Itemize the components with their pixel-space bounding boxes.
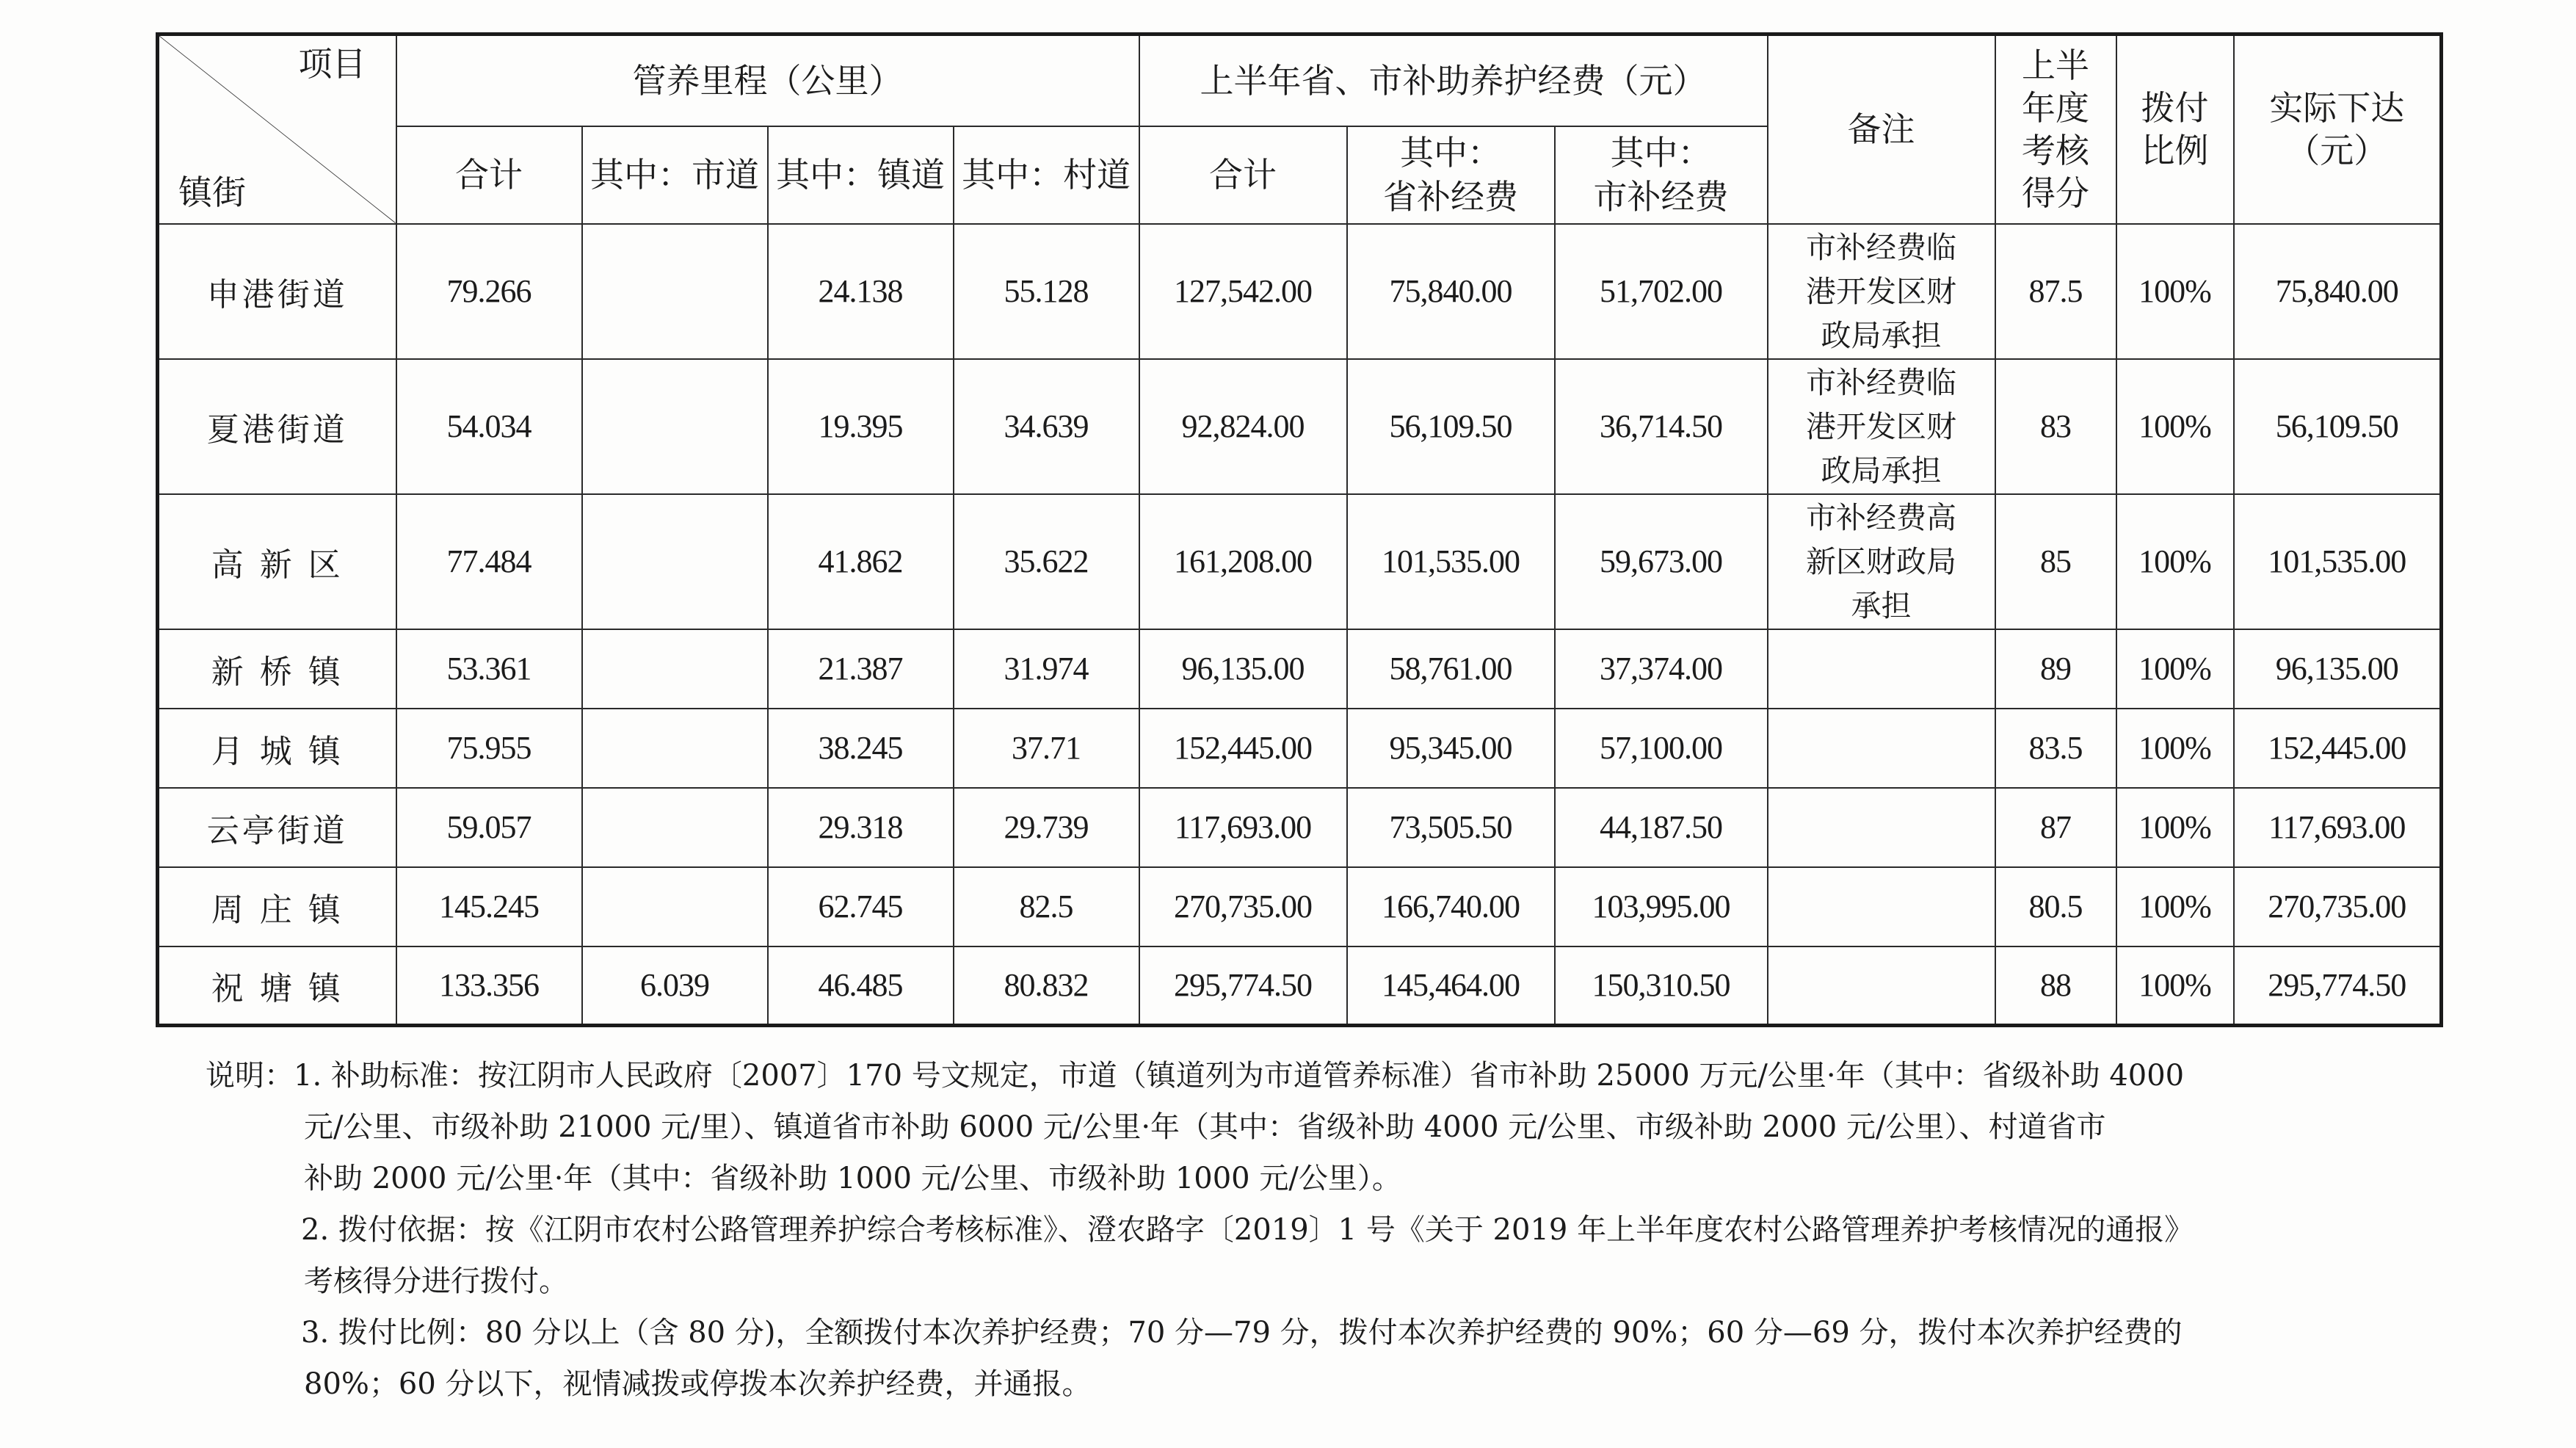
funds-total-cell: 295,774.50: [1139, 946, 1347, 1026]
score-cell: 83: [1995, 359, 2116, 494]
ratio-cell: 100%: [2116, 224, 2234, 359]
score-cell: 83.5: [1995, 709, 2116, 788]
funds-total-cell: 96,135.00: [1139, 629, 1347, 709]
funds-provincial-cell: 101,535.00: [1347, 494, 1555, 629]
table-row: [158, 494, 2442, 629]
funds-total-cell: 152,445.00: [1139, 709, 1347, 788]
mileage-city-cell: 6.039: [582, 946, 768, 1026]
mileage-city-cell: [582, 359, 768, 494]
remark-cell: 市补经费临 港开发区财 政局承担: [1768, 359, 1995, 494]
actual-cell: 75,840.00: [2234, 224, 2442, 359]
town-cell: 云亭街道: [158, 788, 396, 867]
ratio-cell: 100%: [2116, 629, 2234, 709]
mileage-village-cell: 37.71: [954, 709, 1139, 788]
funds-city-cell: 150,310.50: [1555, 946, 1768, 1026]
table-row: [158, 709, 2442, 788]
actual-cell: 295,774.50: [2234, 946, 2442, 1026]
funds-provincial-cell: 73,505.50: [1347, 788, 1555, 867]
mileage-city-cell: [582, 494, 768, 629]
mileage-town-cell: 19.395: [768, 359, 954, 494]
score-cell: 80.5: [1995, 867, 2116, 946]
mileage-village-cell: 29.739: [954, 788, 1139, 867]
subheader-funds-provincial: 其中： 省补经费: [1347, 126, 1555, 224]
group-header-mileage: 管养里程（公里）: [396, 35, 1139, 126]
ratio-cell: 100%: [2116, 494, 2234, 629]
mileage-total-cell: 59.057: [396, 788, 582, 867]
mileage-total-cell: 53.361: [396, 629, 582, 709]
mileage-village-cell: 55.128: [954, 224, 1139, 359]
actual-cell: 270,735.00: [2234, 867, 2442, 946]
subheader-funds-total: 合计: [1139, 126, 1347, 224]
subheader-mileage-city: 其中：市道: [582, 126, 768, 224]
town-cell: 高 新 区: [158, 494, 396, 629]
corner-label-town: 镇街: [178, 172, 246, 212]
note-line: 考核得分进行拨付。: [304, 1264, 568, 1298]
mileage-village-cell: 34.639: [954, 359, 1139, 494]
mileage-total-cell: 145.245: [396, 867, 582, 946]
funds-total-cell: 127,542.00: [1139, 224, 1347, 359]
mileage-city-cell: [582, 867, 768, 946]
note-line: 2. 拨付依据：按《江阴市农村公路管理养护综合考核标准》、澄农路字〔2019〕1 号《关于 2019 年上半年度农村公路管理养护考核情况的通报》: [301, 1213, 2194, 1247]
score-cell: 87.5: [1995, 224, 2116, 359]
table-row: [158, 946, 2442, 1026]
mileage-total-cell: 133.356: [396, 946, 582, 1026]
remark-cell: [1768, 629, 1995, 709]
mileage-total-cell: 54.034: [396, 359, 582, 494]
header-score: 上半 年度 考核 得分: [1995, 35, 2116, 224]
note-line: 补助 2000 元/公里·年（其中：省级补助 1000 元/公里、市级补助 1000 元/公里）。: [304, 1162, 1401, 1195]
town-cell: 申港街道: [158, 224, 396, 359]
corner-header-cell: [158, 35, 396, 224]
score-cell: 89: [1995, 629, 2116, 709]
mileage-city-cell: [582, 709, 768, 788]
mileage-total-cell: 77.484: [396, 494, 582, 629]
funds-total-cell: 92,824.00: [1139, 359, 1347, 494]
funds-city-cell: 51,702.00: [1555, 224, 1768, 359]
town-cell: 月 城 镇: [158, 709, 396, 788]
ratio-cell: 100%: [2116, 946, 2234, 1026]
note-line: 80%；60 分以下，视情减拨或停拨本次养护经费，并通报。: [304, 1367, 1092, 1401]
funds-total-cell: 270,735.00: [1139, 867, 1347, 946]
remark-cell: [1768, 867, 1995, 946]
town-cell: 周 庄 镇: [158, 867, 396, 946]
funds-city-cell: 44,187.50: [1555, 788, 1768, 867]
notes-block: [206, 1050, 2481, 1410]
score-cell: 88: [1995, 946, 2116, 1026]
mileage-city-cell: [582, 788, 768, 867]
funds-provincial-cell: 166,740.00: [1347, 867, 1555, 946]
ratio-cell: 100%: [2116, 709, 2234, 788]
score-cell: 87: [1995, 788, 2116, 867]
table-row: [158, 224, 2442, 359]
actual-cell: 96,135.00: [2234, 629, 2442, 709]
funds-provincial-cell: 56,109.50: [1347, 359, 1555, 494]
funds-city-cell: 57,100.00: [1555, 709, 1768, 788]
remark-cell: [1768, 788, 1995, 867]
score-cell: 85: [1995, 494, 2116, 629]
ratio-cell: 100%: [2116, 359, 2234, 494]
note-line: 元/公里、市级补助 21000 元/里）、镇道省市补助 6000 元/公里·年（其中：省级补助 4000 元/公里、市级补助 2000 元/公里）、村道省市: [304, 1110, 2106, 1144]
note-line: 说明：1. 补助标准：按江阴市人民政府〔2007〕170 号文规定，市道（镇道列为市道管养标准）省市补助 25000 万元/公里·年（其中：省级补助 4000: [206, 1059, 2185, 1093]
group-header-funds: 上半年省、市补助养护经费（元）: [1139, 35, 1768, 126]
subheader-mileage-total: 合计: [396, 126, 582, 224]
funds-provincial-cell: 95,345.00: [1347, 709, 1555, 788]
mileage-town-cell: 29.318: [768, 788, 954, 867]
mileage-town-cell: 41.862: [768, 494, 954, 629]
remark-cell: 市补经费临 港开发区财 政局承担: [1768, 224, 1995, 359]
ratio-cell: 100%: [2116, 867, 2234, 946]
funds-total-cell: 117,693.00: [1139, 788, 1347, 867]
funds-provincial-cell: 58,761.00: [1347, 629, 1555, 709]
table-row: [158, 629, 2442, 709]
mileage-village-cell: 80.832: [954, 946, 1139, 1026]
funds-provincial-cell: 145,464.00: [1347, 946, 1555, 1026]
remark-cell: [1768, 709, 1995, 788]
mileage-village-cell: 35.622: [954, 494, 1139, 629]
actual-cell: 152,445.00: [2234, 709, 2442, 788]
mileage-total-cell: 79.266: [396, 224, 582, 359]
table-row: [158, 359, 2442, 494]
subheader-funds-city: 其中： 市补经费: [1555, 126, 1768, 224]
mileage-town-cell: 24.138: [768, 224, 954, 359]
remark-cell: 市补经费高 新区财政局 承担: [1768, 494, 1995, 629]
subsidy-table: [156, 32, 2443, 1027]
ratio-cell: 100%: [2116, 788, 2234, 867]
header-remark: 备注: [1768, 35, 1995, 224]
table-body: [158, 224, 2442, 1026]
actual-cell: 56,109.50: [2234, 359, 2442, 494]
header-ratio: 拨付 比例: [2116, 35, 2234, 224]
funds-total-cell: 161,208.00: [1139, 494, 1347, 629]
mileage-town-cell: 46.485: [768, 946, 954, 1026]
funds-city-cell: 37,374.00: [1555, 629, 1768, 709]
table-row: [158, 788, 2442, 867]
mileage-town-cell: 38.245: [768, 709, 954, 788]
mileage-village-cell: 82.5: [954, 867, 1139, 946]
funds-provincial-cell: 75,840.00: [1347, 224, 1555, 359]
table-row: [158, 867, 2442, 946]
note-line: 3. 拨付比例：80 分以上（含 80 分)，全额拨付本次养护经费；70 分—79 分，拨付本次养护经费的 90%；60 分—69 分，拨付本次养护经费的: [301, 1316, 2183, 1350]
subheader-mileage-town: 其中：镇道: [768, 126, 954, 224]
actual-cell: 117,693.00: [2234, 788, 2442, 867]
funds-city-cell: 103,995.00: [1555, 867, 1768, 946]
town-cell: 新 桥 镇: [158, 629, 396, 709]
funds-city-cell: 36,714.50: [1555, 359, 1768, 494]
remark-cell: [1768, 946, 1995, 1026]
mileage-city-cell: [582, 224, 768, 359]
mileage-total-cell: 75.955: [396, 709, 582, 788]
actual-cell: 101,535.00: [2234, 494, 2442, 629]
corner-label-item: 项目: [298, 44, 366, 84]
funds-city-cell: 59,673.00: [1555, 494, 1768, 629]
subheader-mileage-village: 其中：村道: [954, 126, 1139, 224]
town-cell: 夏港街道: [158, 359, 396, 494]
mileage-village-cell: 31.974: [954, 629, 1139, 709]
mileage-town-cell: 62.745: [768, 867, 954, 946]
town-cell: 祝 塘 镇: [158, 946, 396, 1026]
mileage-town-cell: 21.387: [768, 629, 954, 709]
mileage-city-cell: [582, 629, 768, 709]
header-actual: 实际下达 （元）: [2234, 35, 2442, 224]
